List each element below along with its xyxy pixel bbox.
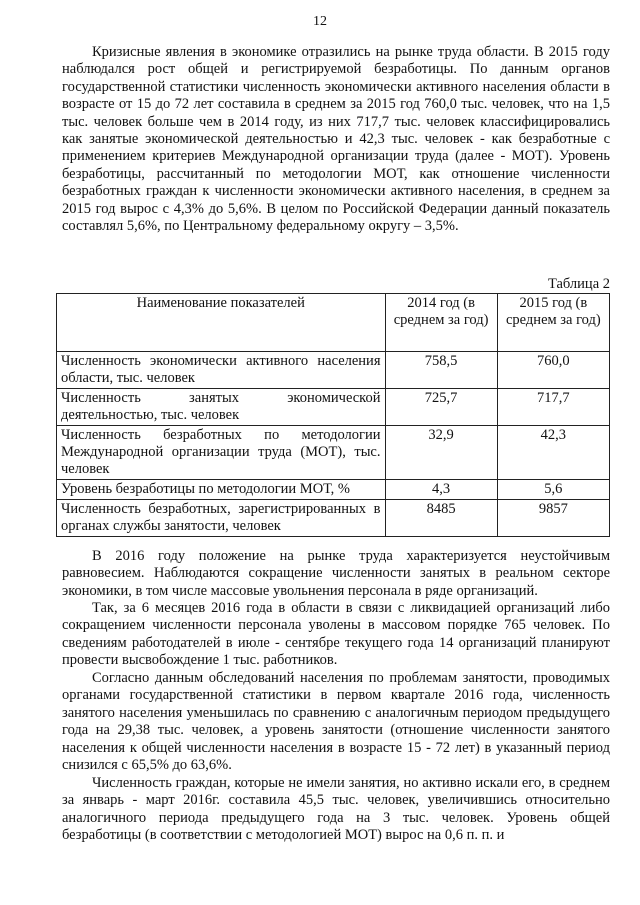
- table-row: [57, 426, 610, 480]
- labor-indicators-table: [56, 293, 610, 537]
- row-label: Уровень безработицы по методологии МОТ, %: [57, 480, 386, 500]
- value-2015: 9857: [497, 500, 609, 537]
- row-label: Численность занятых экономической деятельностью, тыс. человек: [57, 389, 386, 426]
- value-2014: 725,7: [385, 389, 497, 426]
- value-2014: 8485: [385, 500, 497, 537]
- row-label: Численность безработных, зарегистрированных в органах службы занятости, человек: [57, 500, 386, 537]
- value-2015: 717,7: [497, 389, 609, 426]
- paragraph-labor-market-2015: Кризисные явления в экономике отразились на рынке труда области. В 2015 году наблюдался рост общей и регистрируемой безработицы. По данным органов государственной статистики численность экономически активного населения области в возрасте от 15 до 72 лет составила в среднем за 2015 год 760,0 тыс. человек, что на 1,5 тыс. человек больше чем в 2014 году, из них 717,7 тыс. человек классифицировались как занятые экономической деятельностью и 42,3 тыс. человек - как безработные с применением критериев Международной организации труда (далее - МОТ). Уровень безработицы, рассчитанный по методологии МОТ, как отношение численности безработных граждан к численности экономически активного населения, в среднем за 2015 год вырос с 4,3% до 5,6%. В целом по Российской Федерации данный показатель составлял 5,6%, по Центральному федеральному округу – 3,5%.: [62, 44, 610, 235]
- paragraph-employment-survey: Согласно данным обследований населения по проблемам занятости, проводимых органами государственной статистики в первом квартале 2016 года, численность занятого населения уменьшилась по сравнению с аналогичным периодом предыдущего года на 29,38 тыс. человек, а уровень занятости (отношение численности занятого населения к общей численности населения в возрасте 15 - 72 лет) в указанный период снизился с 65,5% до 63,6%.: [62, 670, 610, 774]
- value-2015: 760,0: [497, 352, 609, 389]
- table-row: [57, 389, 610, 426]
- paragraph-layoffs: Так, за 6 месяцев 2016 года в области в связи с ликвидацией организаций либо сокращением численности персонала уволены в массовом порядке 765 человек. По сведениям работодателей в июле - сентябре текущего года 14 организаций планируют провести высвобождение 1 тыс. работников.: [62, 600, 610, 669]
- row-label: Численность безработных по методологии Международной организации труда (МОТ), тыс. человек: [57, 426, 386, 480]
- page-number: 12: [313, 14, 327, 29]
- row-label: Численность экономически активного населения области, тыс. человек: [57, 352, 386, 389]
- value-2015: 42,3: [497, 426, 609, 480]
- paragraph-job-seekers: Численность граждан, которые не имели занятия, но активно искали его, в среднем за январь - март 2016г. составила 45,5 тыс. человек, увеличившись относительно аналогичного периода предыдущего года на 3 тыс. человек. Уровень общей безработицы (в соответствии с методологией МОТ) вырос на 0,6 п. п. и: [62, 775, 610, 844]
- table-row: [57, 352, 610, 389]
- value-2014: 32,9: [385, 426, 497, 480]
- paragraph-2016-overview: В 2016 году положение на рынке труда характеризуется неустойчивым равновесием. Наблюдаются сокращение численности занятых в реальном секторе экономики, в том числе массовые увольнения персонала в ряде организаций.: [62, 548, 610, 599]
- table-row: [57, 480, 610, 500]
- value-2014: 4,3: [385, 480, 497, 500]
- header-indicator-name: Наименование показателей: [57, 294, 386, 352]
- table-caption: Таблица 2: [547, 276, 610, 292]
- header-year-2015: 2015 год (в среднем за год): [497, 294, 609, 352]
- header-year-2014: 2014 год (в среднем за год): [385, 294, 497, 352]
- value-2014: 758,5: [385, 352, 497, 389]
- table-header-row: [57, 294, 610, 352]
- value-2015: 5,6: [497, 480, 609, 500]
- table-row: [57, 500, 610, 537]
